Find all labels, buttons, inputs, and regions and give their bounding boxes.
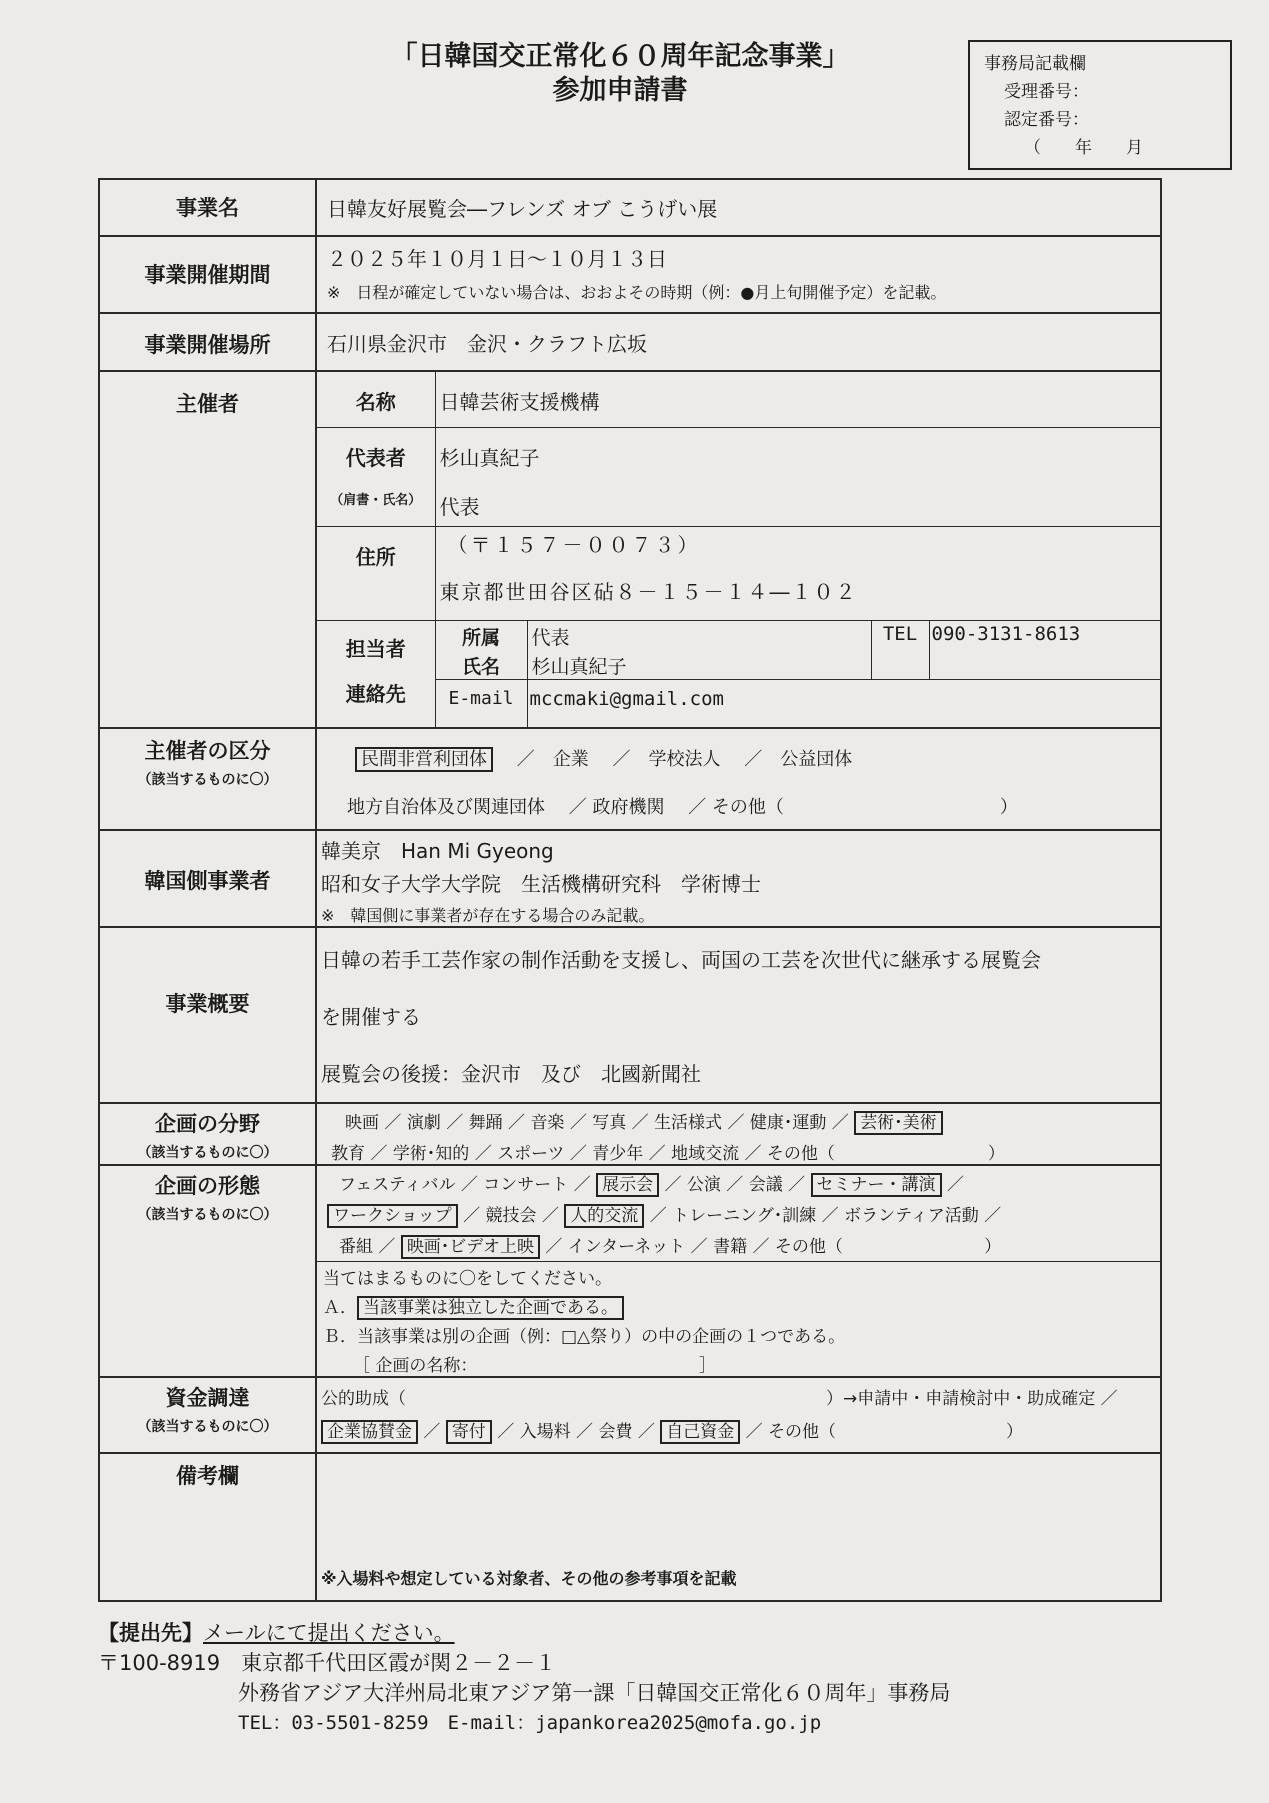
contact-label: 担当者 連絡先 xyxy=(317,620,435,727)
title-line-1: 「日韓国交正常化６０周年記念事業」 xyxy=(390,41,850,72)
summary-line-3: 展覧会の後援：金沢市 及び 北國新聞社 xyxy=(321,1062,701,1086)
korean-party-affiliation: 昭和女子大学大学院 生活機構研究科 学術博士 xyxy=(321,872,761,896)
korean-party-note: ※ 韓国側に事業者が存在する場合のみ記載。 xyxy=(321,906,655,925)
affiliation-name-labels: 所属 氏名 xyxy=(435,620,527,679)
org-type-options: 民間非営利団体 ／ 企業 ／ 学校法人 ／ 公益団体 地方自治体及び関連団体 ／ 政府機関 ／ その他（ ） xyxy=(316,728,1161,830)
tel-field[interactable]: 090-3131-8613 xyxy=(929,620,1160,679)
field-options: 映画 ／ 演劇 ／ 舞踊 ／ 音楽 ／ 写真 ／ 生活様式 ／ 健康･運動 ／ 芸術･美術 教育 ／ 学術･知的 ／ スポーツ ／ 青少年 ／ 地域交流 ／ その他（ ） xyxy=(316,1103,1161,1165)
format-option-volunteer[interactable]: ボランティア活動 xyxy=(844,1206,979,1226)
org-type-option-company[interactable]: 企業 xyxy=(552,749,589,770)
org-type-option-other[interactable]: その他（ xyxy=(711,797,784,818)
format-options: フェスティバル ／ コンサート ／ 展示会 ／ 公演 ／ 会議 ／ セミナー・講演 ／ ワークショップ ／ 競技会 ／ 人的交流 ／ トレーニング･訓練 ／ ボランティア活動 ／ 番組 ／ 映画･ビデオ上映 ／ インターネット ／ 書籍 ／ その他（ ） 当てはまるものに〇をしてください。 Ａ． 当該事業は独立した企画である。 Ｂ．当該事業は別の企画（例：□△祭り）の中の企画の１つである。 ［ 企画の名称： ］ xyxy=(316,1165,1161,1377)
address-label: 住所 xyxy=(317,526,435,620)
org-name-field[interactable]: 日韓芸術支援機構 xyxy=(435,372,1160,427)
period-field[interactable] xyxy=(316,236,1161,313)
field-option-youth[interactable]: 青少年 xyxy=(592,1144,644,1164)
field-option-sports[interactable]: スポーツ xyxy=(497,1144,565,1164)
format-option-screening[interactable]: 映画･ビデオ上映 xyxy=(401,1235,540,1259)
format-event-name[interactable]: ［ 企画の名称： ］ xyxy=(353,1356,716,1376)
format-option-books[interactable]: 書籍 xyxy=(713,1237,748,1257)
format-option-program[interactable]: 番組 xyxy=(339,1237,373,1257)
format-question-a[interactable]: Ａ． 当該事業は独立した企画である。 xyxy=(323,1289,1160,1318)
funding-option-admission[interactable]: 入場料 xyxy=(519,1422,571,1442)
org-type-option-school[interactable]: 学校法人 xyxy=(648,749,721,770)
field-label: 企画の分野 （該当するものに〇） xyxy=(99,1103,316,1165)
field-option-regional[interactable]: 地域交流 xyxy=(671,1144,740,1164)
format-question-b[interactable]: Ｂ．当該事業は別の企画（例：□△祭り）の中の企画の１つである。 xyxy=(323,1327,846,1347)
field-option-other[interactable]: その他（ xyxy=(766,1144,835,1164)
field-option-music[interactable]: 音楽 xyxy=(530,1113,565,1133)
org-type-label: 主催者の区分 （該当するものに〇） xyxy=(99,728,316,830)
funding-option-fees[interactable]: 会費 xyxy=(598,1422,633,1442)
funding-option-sponsorship[interactable]: 企業協賛金 xyxy=(321,1420,418,1444)
format-option-performance[interactable]: 公演 xyxy=(686,1175,721,1195)
format-option-internet[interactable]: インターネット xyxy=(567,1237,686,1257)
format-option-other[interactable]: その他（ xyxy=(774,1237,843,1257)
funding-option-donation[interactable]: 寄付 xyxy=(446,1420,492,1444)
org-type-option-public-interest[interactable]: 公益団体 xyxy=(780,749,853,770)
funding-option-public[interactable]: 公的助成（ xyxy=(321,1389,406,1409)
format-option-workshop[interactable]: ワークショップ xyxy=(327,1204,458,1228)
organizer-section xyxy=(316,371,1161,728)
format-option-training[interactable]: トレーニング･訓練 xyxy=(672,1206,817,1226)
remarks-field[interactable] xyxy=(316,1453,1161,1601)
affiliation-value: 代表 xyxy=(531,626,570,649)
field-option-theater[interactable]: 演劇 xyxy=(406,1113,441,1133)
submission-footer xyxy=(98,1618,950,1738)
format-option-competition[interactable]: 競技会 xyxy=(485,1206,537,1226)
submission-address: 〒100-8919 東京都千代田区霞が関２－２－１ xyxy=(98,1651,557,1675)
summary-label: 事業概要 xyxy=(99,927,316,1103)
format-option-festival[interactable]: フェスティバル xyxy=(339,1175,456,1195)
format-label: 企画の形態 （該当するものに〇） xyxy=(99,1165,316,1377)
field-option-art[interactable]: 芸術･美術 xyxy=(854,1111,943,1135)
email-label: E-mail xyxy=(435,679,527,727)
postal-code: （〒１５７－００７３） xyxy=(447,532,701,557)
representative-field[interactable] xyxy=(435,427,1160,526)
summary-line-1: 日韓の若手工芸作家の制作活動を支援し、両国の工芸を次世代に継承する展覧会 xyxy=(321,948,1041,972)
office-box-title: 事務局記載欄 xyxy=(984,54,1086,74)
format-option-concert[interactable]: コンサート xyxy=(483,1175,569,1195)
submission-contact: TEL：03-5501-8259 E-mail：japankorea2025@mofa.go.jp xyxy=(238,1712,822,1734)
period-value: ２０２５年１０月１日～１０月１３日 xyxy=(327,247,667,271)
reception-number: 受理番号： xyxy=(1004,82,1089,102)
org-type-option-nonprofit[interactable]: 民間非営利団体 xyxy=(355,747,493,772)
organizer-label: 主催者 xyxy=(99,371,316,728)
funding-options: 公的助成（ ）→申請中・申請検討中・助成確定 ／ 企業協賛金 ／ 寄付 ／ 入場料 ／ 会費 ／ 自己資金 ／ その他（ ） xyxy=(316,1377,1161,1453)
org-type-option-local-gov[interactable]: 地方自治体及び関連団体 xyxy=(347,797,545,818)
format-option-seminar[interactable]: セミナー・講演 xyxy=(811,1173,942,1197)
format-option-exhibition[interactable]: 展示会 xyxy=(596,1173,659,1197)
office-use-box xyxy=(968,40,1232,170)
field-option-film[interactable]: 映画 xyxy=(345,1113,379,1133)
funding-status[interactable]: ）→申請中・申請検討中・助成確定 ／ xyxy=(826,1389,1118,1409)
format-option-conference[interactable]: 会議 xyxy=(748,1175,783,1195)
form-title xyxy=(320,40,920,108)
funding-label: 資金調達 （該当するものに〇） xyxy=(99,1377,316,1453)
venue-field[interactable]: 石川県金沢市 金沢・クラフト広坂 xyxy=(316,313,1161,371)
address-value: 東京都世田谷区砧８－１５－１４―１０２ xyxy=(439,579,858,604)
field-option-academic[interactable]: 学術･知的 xyxy=(392,1144,470,1164)
korean-party-field[interactable] xyxy=(316,830,1161,927)
summary-field[interactable] xyxy=(316,927,1161,1103)
certification-date: （ 年 月 xyxy=(1024,138,1143,158)
rep-title: 代表 xyxy=(439,494,480,519)
field-option-lifestyle[interactable]: 生活様式 xyxy=(654,1113,723,1133)
summary-line-2: を開催する xyxy=(321,1005,421,1029)
funding-option-other[interactable]: その他（ xyxy=(768,1422,837,1442)
field-option-health[interactable]: 健康･運動 xyxy=(749,1113,827,1133)
application-form xyxy=(98,178,1162,1602)
org-type-option-gov[interactable]: 政府機関 xyxy=(592,797,665,818)
tel-label: TEL xyxy=(871,620,929,679)
event-name-label: 事業名 xyxy=(99,179,316,236)
submission-destination: 【提出先】メールにて提出ください。 xyxy=(98,1621,455,1645)
period-note: ※ 日程が確定していない場合は、おおよその時期（例：●月上旬開催予定）を記載。 xyxy=(327,283,947,302)
field-option-education[interactable]: 教育 xyxy=(331,1144,365,1164)
address-field[interactable] xyxy=(435,526,1160,620)
funding-option-own[interactable]: 自己資金 xyxy=(660,1420,740,1444)
remarks-label: 備考欄 xyxy=(99,1453,316,1601)
person-name-value: 杉山真紀子 xyxy=(531,655,627,678)
field-option-photo[interactable]: 写真 xyxy=(592,1113,627,1133)
korean-party-name: 韓美京 Han Mi Gyeong xyxy=(321,839,554,863)
affiliation-name-values[interactable] xyxy=(527,620,871,679)
event-name-field[interactable]: 日韓友好展覧会―フレンズ オブ こうげい展 xyxy=(316,179,1161,236)
representative-label: 代表者 （肩書・氏名） xyxy=(317,427,435,526)
format-answer-a[interactable]: 当該事業は独立した企画である。 xyxy=(357,1296,624,1320)
korean-party-label: 韓国側事業者 xyxy=(99,830,316,927)
remarks-note: ※入場料や想定している対象者、その他の参考事項を記載 xyxy=(321,1569,737,1588)
field-option-dance[interactable]: 舞踊 xyxy=(468,1113,503,1133)
submission-office: 外務省アジア大洋州局北東アジア第一課「日韓国交正常化６０周年」事務局 xyxy=(238,1681,951,1705)
venue-label: 事業開催場所 xyxy=(99,313,316,371)
org-name-label: 名称 xyxy=(317,372,435,427)
title-line-2: 参加申請書 xyxy=(552,75,688,106)
email-field[interactable]: mccmaki@gmail.com xyxy=(527,679,1160,727)
rep-name: 杉山真紀子 xyxy=(439,445,540,470)
format-option-exchange[interactable]: 人的交流 xyxy=(564,1204,644,1228)
period-label: 事業開催期間 xyxy=(99,236,316,313)
certification-number: 認定番号： xyxy=(1004,110,1089,130)
format-question-intro: 当てはまるものに〇をしてください。 xyxy=(323,1269,612,1289)
